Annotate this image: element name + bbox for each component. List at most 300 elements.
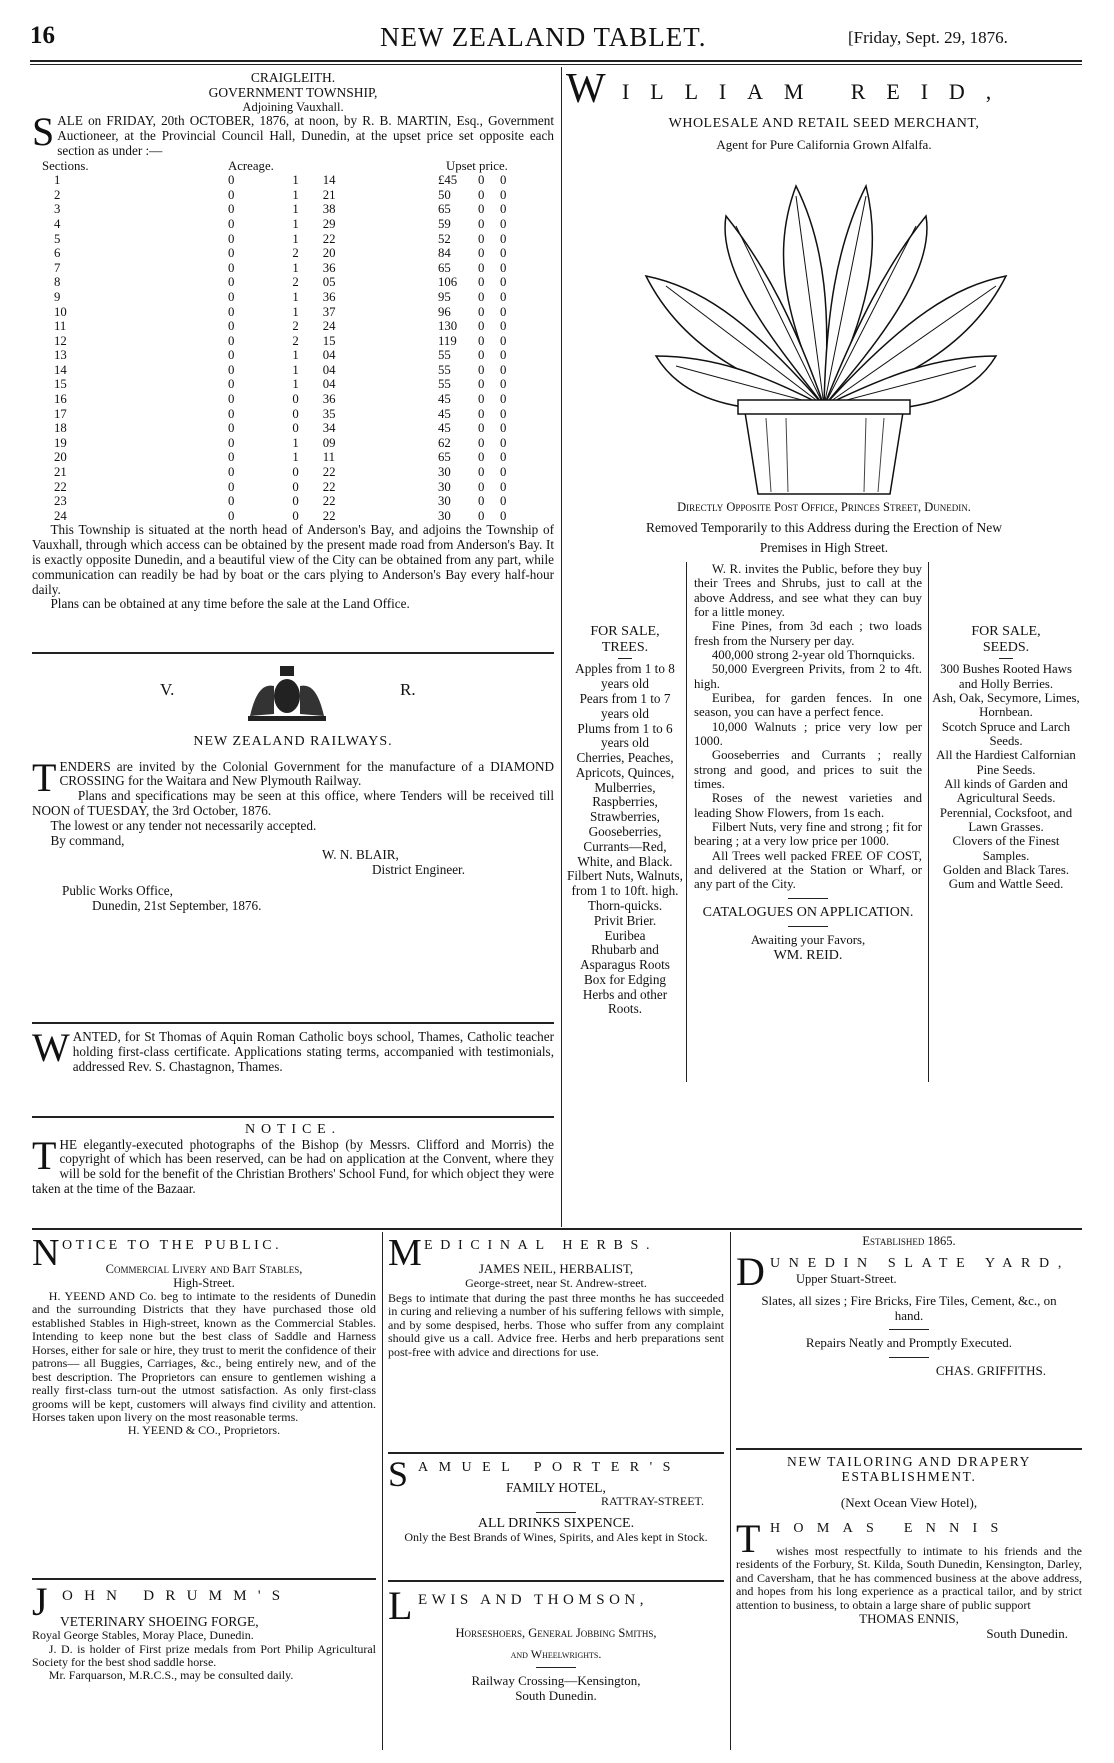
royal-arms-icon [242, 660, 332, 724]
table-cell: 0 [500, 289, 507, 304]
reid-signature: WM. REID. [773, 947, 843, 963]
lewis-title: EWIS AND THOMSON, [418, 1592, 648, 1608]
table-cell: 0 [228, 289, 235, 304]
table-cell: 1 [292, 216, 299, 231]
reid-removed: Removed Temporarily to this Address during the Erection of New [645, 520, 1003, 536]
table-cell: 12 [54, 333, 67, 348]
table-cell: 0 [228, 435, 235, 450]
table-cell: 11 [54, 319, 67, 334]
porter-drinks: ALL DRINKS SIXPENCE. [477, 1515, 635, 1531]
list-item: Gum and Wattle Seed. [948, 877, 1064, 892]
list-item: Ash, Oak, Secymore, Limes, Hornbean. [932, 691, 1080, 720]
craigleith-adjoining: Adjoining Vauxhall. [242, 100, 344, 115]
table-cell: 16 [54, 392, 67, 407]
column-divider [382, 1232, 383, 1750]
table-cell: 96 [438, 304, 451, 319]
table-cell: 30 [438, 508, 451, 523]
col-header: Sections. [42, 158, 89, 173]
public-sub: Commercial Livery and Bait Stables, [105, 1262, 303, 1276]
table-header [32, 159, 554, 174]
table-cell: 20 [54, 450, 67, 465]
list-item: Scotch Spruce and Larch Seeds. [941, 719, 1071, 749]
table-row [32, 509, 554, 524]
middle-rule [788, 926, 828, 927]
trees-subtitle: TREES. [601, 639, 649, 655]
table-cell: 0 [500, 494, 507, 509]
table-cell: 18 [54, 421, 67, 436]
lewis-rule [536, 1667, 576, 1668]
table-cell: 22 [322, 465, 336, 480]
table-cell: 0 [500, 333, 507, 348]
wanted-text: ANTED, for St Thomas of Aquin Roman Catholic boys school, Thames, Catholic teacher holding first-class certificate. Applications stating terms, accompanied with testimonials, addressed Rev. S. Chastagnon, Thames. [72, 1029, 554, 1074]
coat-of-arms-row [32, 660, 554, 730]
list-item: Gooseberries and Currants ; really strong and good, and prices to suit the times. [694, 748, 922, 792]
table-cell: 30 [438, 465, 451, 480]
table-cell: 0 [478, 289, 485, 304]
list-item: Apples from 1 to 8 years old [575, 661, 675, 692]
table-cell: 0 [500, 406, 507, 421]
table-cell: 0 [228, 465, 235, 480]
slate-rule [889, 1329, 929, 1330]
list-item: Perennial, Cocksfoot, and Lawn Grasses. [939, 805, 1073, 835]
slate-advert [736, 1234, 1082, 1378]
table-row [32, 217, 554, 232]
public-signature: H. YEEND & CO., Proprietors. [127, 1423, 281, 1438]
table-cell: 0 [500, 435, 507, 450]
herbs-name: JAMES NEIL, HERBALIST, [478, 1261, 634, 1276]
table-cell: 0 [478, 202, 485, 217]
list-item: Golden and Black Tares. [942, 863, 1070, 878]
reid-columns [566, 562, 1082, 1122]
list-item: Euribea [604, 927, 646, 943]
table-cell: 10 [54, 304, 67, 319]
table-cell: 0 [292, 392, 299, 407]
seeds-column [930, 624, 1082, 892]
divider [32, 1022, 554, 1024]
reid-agent: Agent for Pure California Grown Alfalfa. [716, 136, 932, 152]
table-cell: 4 [54, 216, 61, 231]
table-cell: 14 [54, 362, 67, 377]
table-cell: 1 [292, 260, 299, 275]
slate-rule [889, 1357, 929, 1358]
table-cell: 0 [478, 319, 485, 334]
table-row [32, 334, 554, 349]
tailoring-name: HOMAS ENNIS [770, 1520, 1012, 1536]
table-cell: 22 [322, 508, 336, 523]
page-number: 16 [30, 22, 55, 49]
divider [388, 1580, 724, 1582]
list-item: Euribea, for garden fences. In one season, you can have a perfect fence. [694, 691, 922, 720]
divider [32, 1228, 1082, 1230]
table-cell: 119 [438, 333, 457, 348]
table-cell: 1 [292, 173, 299, 188]
table-cell: 04 [322, 377, 336, 392]
porter-title: AMUEL PORTER'S [418, 1460, 681, 1475]
table-cell: 23 [54, 494, 67, 509]
drop-cap: T [32, 754, 57, 800]
col-header: Upset price. [446, 158, 508, 173]
issue-date: [Friday, Sept. 29, 1876. [848, 28, 1008, 47]
table-cell: 0 [478, 333, 485, 348]
table-cell: 21 [54, 465, 67, 480]
table-cell: 22 [322, 494, 336, 509]
table-cell: 0 [228, 392, 235, 407]
table-cell: 106 [438, 275, 458, 290]
table-cell: 0 [228, 362, 235, 377]
table-cell: 1 [292, 348, 299, 363]
table-cell: 9 [54, 289, 61, 304]
table-cell: 50 [438, 187, 451, 202]
list-item: Rhubarb and Asparagus Roots [580, 942, 670, 973]
trees-rule [618, 658, 632, 659]
list-item: 300 Bushes Rooted Haws and Holly Berries. [940, 662, 1072, 691]
slate-signature: CHAS. GRIFFITHS. [935, 1362, 1046, 1378]
signature: W. N. BLAIR, [322, 847, 399, 863]
craigleith-advert [32, 70, 554, 612]
table-cell: 0 [228, 187, 235, 202]
herbs-advert [388, 1234, 724, 1359]
table-cell: 6 [54, 246, 61, 261]
drop-cap: S [388, 1454, 409, 1494]
list-item: 10,000 Walnuts ; price very low per 1000. [694, 719, 922, 749]
drumm-address: Royal George Stables, Moray Place, Dunedin. [32, 1628, 254, 1643]
table-cell: 0 [500, 173, 507, 188]
table-cell: 130 [438, 319, 458, 334]
header-rule-thin [30, 64, 1082, 65]
reid-heading [566, 66, 1082, 116]
table-cell: 22 [322, 479, 336, 494]
table-cell: 0 [228, 173, 235, 188]
divider [32, 1578, 376, 1580]
table-cell: 0 [478, 479, 485, 494]
slate-established: Established 1865. [862, 1234, 956, 1248]
table-cell: 0 [228, 479, 235, 494]
table-cell: 04 [322, 348, 336, 363]
table-cell: 38 [322, 202, 336, 217]
tailoring-text: wishes most respectfully to intimate to his friends and the residents of the Forbury, St. Kilda, South Dunedin, Kensington, Darley, and Caversham, that he has commenced business at the above address, and hopes from his long experience as a practical tailor, and by strict attention to business, to obtain a large share of public support [736, 1543, 1082, 1612]
table-cell: 0 [478, 260, 485, 275]
reid-address: Directly Opposite Post Office, Princes Street, Dunedin. [677, 500, 971, 515]
table-cell: 65 [438, 450, 451, 465]
table-cell: 0 [292, 465, 299, 480]
newspaper-title: NEW ZEALAND TABLET. [380, 22, 707, 52]
table-cell: 0 [478, 246, 485, 261]
list-item: Cherries, Peaches, Apricots, Quinces, Mulberries, Raspberries, Strawberries, Gooseberries, Currants—Red, White, and Black. [575, 750, 675, 869]
porter-address: RATTRAY-STREET. [600, 1494, 704, 1509]
herbs-address: George-street, near St. Andrew-street. [465, 1275, 647, 1290]
list-item: Herbs and other Roots. [582, 986, 668, 1017]
table-cell: 0 [228, 333, 235, 348]
table-cell: 0 [292, 479, 299, 494]
drop-cap: M [388, 1232, 422, 1274]
table-cell: 0 [228, 377, 235, 392]
table-cell: 0 [500, 216, 507, 231]
table-cell: 13 [54, 348, 67, 363]
list-item: Clovers of the Finest Samples. [952, 834, 1060, 863]
divider [32, 1116, 554, 1118]
public-notice [32, 1234, 376, 1438]
reid-trade: WHOLESALE AND RETAIL SEED MERCHANT, [668, 116, 980, 131]
reid-premises: Premises in High Street. [759, 540, 889, 556]
drop-cap: S [32, 109, 55, 155]
seeds-title: FOR SALE, [971, 624, 1041, 640]
table-cell: 0 [500, 246, 507, 261]
table-cell: 0 [228, 348, 235, 363]
railways-para-text: ENDERS are invited by the Colonial Government for the manufacture of a DIAMOND CROSSING for the Waitara and New Plymouth Railway. [59, 758, 554, 789]
table-cell: 0 [478, 362, 485, 377]
table-cell: 0 [292, 494, 299, 509]
table-cell: 95 [438, 289, 451, 304]
table-cell: 0 [500, 275, 507, 290]
table-cell: 0 [478, 508, 485, 523]
table-cell: 1 [292, 202, 299, 217]
list-item: Pears from 1 to 7 years old [579, 691, 671, 721]
table-cell: 1 [292, 377, 299, 392]
table-cell: 04 [322, 362, 336, 377]
table-row [32, 450, 554, 465]
table-row [32, 305, 554, 320]
table-cell: 0 [292, 508, 299, 523]
list-item: All kinds of Garden and Agricultural Seeds. [944, 777, 1068, 806]
table-cell: 0 [228, 216, 235, 231]
table-cell: 36 [322, 260, 336, 275]
drop-cap: W [32, 1025, 70, 1070]
table-cell: 09 [322, 435, 336, 450]
table-row [32, 480, 554, 495]
public-text: H. YEEND AND Co. beg to intimate to the residents of Dunedin and the surrounding Districts that they have purchased those old established Stables in High-street, known as the Commercial Stables. Intending to keep none but the best class of Saddle and Harness Horses, either for sale or hire, they trust to merit the confidence of their patrons— all Buggies, Carriages, &c., being entirely new, and of the best description. The Proprietors can ensure to gentlemen wishing a really first-class turn-out the utmost satisfaction. As only first-class grooms will be kept, customers will always find civility and attention. Horses taken upon livery on the most reasonable terms. [32, 1289, 376, 1424]
table-cell: 0 [478, 348, 485, 363]
table-cell: 55 [438, 377, 451, 392]
table-cell: 24 [54, 508, 67, 523]
railways-para: The lowest or any tender not necessarily accepted. [50, 817, 317, 833]
list-item: Filbert Nuts, very fine and strong ; fit for bearing ; at a very low price per 1000. [694, 820, 922, 849]
table-cell: 0 [228, 508, 235, 523]
table-row [32, 173, 554, 188]
table-cell: 0 [292, 406, 299, 421]
table-cell: 62 [438, 435, 451, 450]
reid-advert [566, 66, 1082, 1122]
table-cell: 0 [500, 348, 507, 363]
table-cell: 05 [322, 275, 336, 290]
table-cell: 0 [478, 304, 485, 319]
table-cell: 0 [228, 231, 235, 246]
table-cell: 1 [292, 362, 299, 377]
table-cell: 2 [292, 246, 299, 261]
drop-cap: T [736, 1515, 761, 1561]
drop-cap: N [32, 1232, 60, 1274]
lewis-advert [388, 1583, 724, 1704]
table-cell: 0 [478, 231, 485, 246]
seeds-list [930, 662, 1082, 891]
table-row [32, 377, 554, 392]
table-cell: 0 [478, 377, 485, 392]
column-divider [686, 562, 687, 1082]
notice-title: NOTICE. [245, 1122, 341, 1137]
table-cell: 0 [478, 406, 485, 421]
porter-advert [388, 1456, 724, 1545]
table-cell: 2 [292, 275, 299, 290]
drop-cap: D [736, 1249, 765, 1294]
table-row [32, 392, 554, 407]
drop-cap: J [32, 1579, 48, 1624]
craigleith-title: CRAIGLEITH. [250, 70, 336, 85]
table-cell: 0 [478, 421, 485, 436]
reid-name: ILLIAM REID, [622, 79, 1013, 104]
table-row [32, 188, 554, 203]
table-row [32, 348, 554, 363]
table-cell: 1 [292, 304, 299, 319]
table-cell: 45 [438, 421, 451, 436]
table-cell: 20 [322, 246, 336, 261]
slate-title: UNEDIN SLATE YARD, [770, 1256, 1070, 1271]
notice-text: HE elegantly-executed photographs of the Bishop (by Messrs. Clifford and Morris) the copyright of which has been reserved, can be had on application at the Convent, where they will be sold for the benefit of the Christian Brothers' School Fund, for which object they were taken at the time of the Bazaar. [32, 1136, 554, 1197]
public-title: OTICE TO THE PUBLIC. [62, 1238, 283, 1253]
table-cell: 24 [322, 319, 336, 334]
table-cell: 0 [478, 216, 485, 231]
table-cell: 21 [322, 187, 336, 202]
table-row [32, 261, 554, 276]
drop-cap: L [388, 1583, 413, 1628]
table-cell: 65 [438, 260, 451, 275]
table-cell: 0 [500, 421, 507, 436]
herbs-text: Begs to intimate that during the past three months he has succeeded in curing and relieving a number of his suffering fellows with simple, and by some despised, herbs. Those who suffer from any complaint should give us a call. Advice free. Herbs and herb preparations sent post-free with advice and directions for use. [388, 1290, 724, 1359]
table-cell: 0 [500, 377, 507, 392]
table-row [32, 232, 554, 247]
table-cell: 0 [478, 450, 485, 465]
table-cell: 1 [292, 187, 299, 202]
table-cell: 11 [322, 450, 336, 465]
table-cell: 0 [478, 494, 485, 509]
lewis-sub: and Wheelwrights. [510, 1647, 602, 1661]
table-cell: 0 [500, 508, 507, 523]
table-cell: 1 [292, 450, 299, 465]
table-cell: 7 [54, 260, 61, 275]
table-cell: 22 [322, 231, 336, 246]
table-cell: 45 [438, 392, 451, 407]
table-cell: 36 [322, 289, 336, 304]
table-row [32, 421, 554, 436]
table-cell: 0 [500, 202, 507, 217]
plant-illustration [566, 156, 1082, 496]
table-cell: 36 [322, 392, 336, 407]
table-row [32, 202, 554, 217]
table-cell: 0 [228, 202, 235, 217]
list-item: Roses of the newest varieties and leading Show Flowers, from 1s each. [694, 791, 922, 820]
table-cell: 0 [500, 260, 507, 275]
office-date: Dunedin, 21st September, 1876. [92, 897, 262, 913]
office: Public Works Office, [62, 882, 173, 898]
trees-column [566, 624, 684, 1017]
table-cell: 0 [228, 260, 235, 275]
herbs-title: EDICINAL HERBS. [424, 1238, 658, 1253]
table-cell: 84 [438, 246, 451, 261]
table-cell: 0 [500, 465, 507, 480]
notice-advert [32, 1122, 554, 1197]
table-cell: 0 [500, 319, 507, 334]
table-cell: 0 [478, 275, 485, 290]
drop-cap: W [566, 66, 606, 112]
list-item: Privit Brier. [593, 912, 657, 928]
divider [32, 652, 554, 654]
list-item: All the Hardiest Calfornian Pine Seeds. [936, 748, 1076, 777]
craigleith-subtitle: GOVERNMENT TOWNSHIP, [208, 85, 378, 101]
railways-title: NEW ZEALAND RAILWAYS. [193, 734, 393, 749]
trees-title: FOR SALE, [590, 624, 660, 640]
table-cell: 2 [292, 333, 299, 348]
public-sub: High-Street. [173, 1276, 235, 1290]
lewis-sub: Horseshoers, General Jobbing Smiths, [455, 1626, 657, 1640]
vr-v: V. [160, 680, 175, 699]
table-cell: 34 [322, 421, 336, 436]
railways-by: By command, [50, 832, 125, 848]
table-cell: 17 [54, 406, 67, 421]
table-row [32, 494, 554, 509]
table-cell: 2 [292, 319, 299, 334]
awaiting: Awaiting your Favors, [750, 933, 866, 948]
tailoring-signature-place: South Dunedin. [986, 1625, 1068, 1641]
lewis-address: Railway Crossing—Kensington, [471, 1673, 641, 1689]
table-cell: 0 [228, 304, 235, 319]
table-cell: 0 [478, 435, 485, 450]
craigleith-para: Plans can be obtained at any time before the sale at the Land Office. [50, 596, 410, 612]
table-cell: 14 [322, 173, 336, 188]
table-cell: 1 [292, 231, 299, 246]
table-cell: 0 [500, 450, 507, 465]
table-row [32, 407, 554, 422]
table-row [32, 290, 554, 305]
column-divider [730, 1232, 731, 1750]
lewis-address: South Dunedin. [515, 1687, 597, 1703]
drumm-sub: VETERINARY SHOEING FORGE, [60, 1614, 259, 1629]
table-cell: 22 [54, 479, 67, 494]
slate-address: Upper Stuart-Street. [796, 1272, 897, 1286]
list-item: Thorn-quicks. [587, 897, 663, 913]
table-cell: 15 [322, 333, 336, 348]
tailoring-advert [736, 1454, 1082, 1641]
table-cell: £45 [438, 173, 458, 188]
drumm-title: OHN DRUMM'S [62, 1588, 292, 1604]
table-cell: 2 [54, 187, 61, 202]
table-cell: 59 [438, 216, 451, 231]
railways-para: Plans and specifications may be seen at this office, where Tenders will be received till NOON of TUESDAY, the 3rd October, 1876. [32, 788, 554, 819]
table-cell: 0 [500, 304, 507, 319]
list-item: Fine Pines, from 3d each ; two loads fresh from the Nursery per day. [694, 619, 922, 648]
list-item: Box for Edging [583, 971, 667, 987]
table-cell: 0 [228, 421, 235, 436]
table-cell: 1 [292, 289, 299, 304]
table-cell: 55 [438, 362, 451, 377]
table-cell: 0 [228, 450, 235, 465]
porter-rule [536, 1512, 576, 1513]
table-row [32, 275, 554, 290]
drumm-text: Mr. Farquarson, M.R.C.S., may be consulted daily. [48, 1668, 294, 1683]
column-divider [928, 562, 929, 1082]
table-cell: 65 [438, 202, 451, 217]
header-rule [30, 60, 1082, 62]
craigleith-intro [32, 109, 554, 158]
list-item: Plums from 1 to 6 years old [577, 720, 673, 751]
table-cell: 0 [478, 173, 485, 188]
porter-text: Only the Best Brands of Wines, Spirits, and Ales kept in Stock. [404, 1530, 708, 1545]
railways-advert [32, 660, 554, 913]
table-cell: 55 [438, 348, 451, 363]
list-item: W. R. invites the Public, before they buy their Trees and Shrubs, just to call at the above Address, and see what they can buy for a little money. [694, 562, 922, 620]
middle-list [694, 562, 922, 892]
vr-r: R. [400, 680, 416, 699]
table-cell: 0 [478, 392, 485, 407]
table-cell: 0 [228, 494, 235, 509]
table-cell: 0 [228, 406, 235, 421]
